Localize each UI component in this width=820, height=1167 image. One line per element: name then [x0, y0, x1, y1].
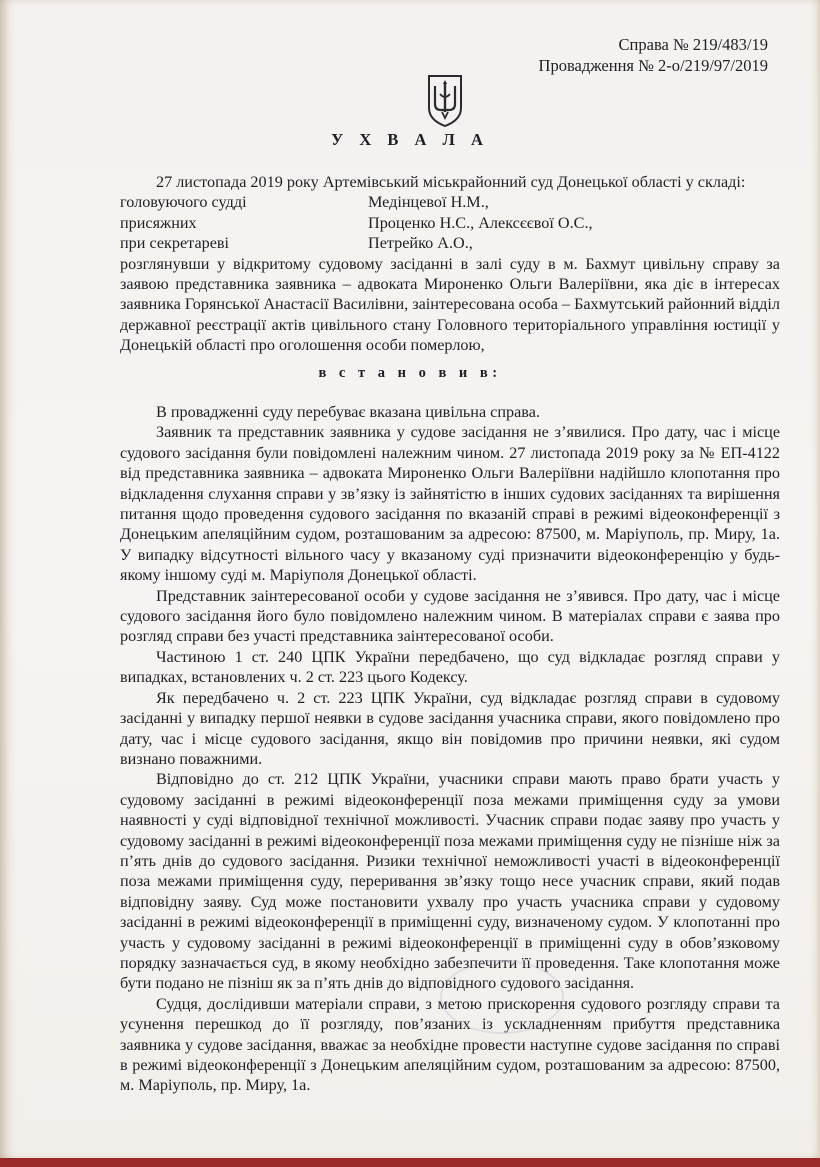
composition-role: присяжних — [120, 213, 197, 232]
composition-name: Медінцевої Н.М., — [368, 193, 489, 212]
intro-opening: 27 листопада 2019 року Артемівський міськрайонний суд Донецької області у складі: — [156, 173, 746, 191]
paragraph: Відповідно до ст. 212 ЦПК України, учасники справи мають право брати участь у судовому засіданні в режимі відеоконференції поза межами приміщення суду за умови наявності у суді відповідної технічної можливості. Учасник справи подає заяву про участь у судовому засіданні в режимі відеоконференції поза межами приміщення суду не пізніше ніж за п’ять днів до судового засідання. Ризики технічної неможливості участі в відеоконференції поза межами приміщення суду, переривання зв’язку тощо несе учасник справи, який подав відповідну заяву. Суд може постановити ухвалу про участь учасника справи у судовому засіданні в режимі відеоконференції в приміщенні суду, визначеному судом. У клопотанні про участь у судовому засіданні в режимі відеоконференції в приміщенні суду в обов’язковому порядку зазначається суд, в якому необхідно забезпечити її проведення. Таке клопотання може бути подано не пізніш як за п’ять днів до відповідного судового засідання. — [120, 770, 780, 993]
bottom-edge-strip — [0, 1158, 820, 1167]
composition-name: Проценко Н.С., Алексєєвої О.С., — [368, 213, 593, 232]
paragraph: Представник заінтересованої особи у судове засідання не з’явився. Про дату, час і місце судового засідання його було повідомлено належним чином. В матеріалах справи є заява про розгляд справи без участі представника заінтересованої особи. — [120, 586, 780, 646]
intro-section — [120, 172, 780, 356]
composition-role: при секретареві — [120, 234, 230, 253]
proceeding-number: Провадження № 2-о/219/97/2019 — [538, 56, 768, 75]
composition-role: головуючого судді — [120, 193, 247, 212]
case-number: Справа № 219/483/19 — [618, 35, 768, 54]
faint-stamp — [440, 960, 564, 1034]
composition-name: Петрейко А.О., — [368, 234, 473, 253]
composition-row — [120, 213, 780, 233]
paragraph: Частиною 1 ст. 240 ЦПК України передбачено, що суд відкладає розгляд справи у випадках, встановлених ч. 2 ст. 223 цього Кодексу. — [120, 647, 780, 687]
section-heading: в с т а н о в и в: — [318, 365, 502, 381]
paragraph: Судця, дослідивши матеріали справи, з метою прискорення судового розгляду справи та усунення перешкод до її розгляду, пов’язаних із ускладненням прибуття представника заявника у судове засідання, вважає за необхідне провести наступне судове засідання по справі в режимі відеоконференції з Донецьким апеляційним судом, розташованим за адресою: 87500, м. Маріуполь, пр. Миру, 1а. — [120, 994, 780, 1095]
paragraph: Як передбачено ч. 2 ст. 223 ЦПК України, суд відкладає розгляд справи в судовому засіданні у випадку першої неявки в судове засідання учасника справи, якого повідомлено про дату, час і місце судового засідання, якщо він повідомив про причини неявки, які судом визнано поважними. — [120, 688, 780, 768]
paragraph: В провадженні суду перебуває вказана цивільна справа. — [156, 403, 540, 421]
case-info — [539, 34, 768, 76]
trident-emblem-icon — [424, 72, 466, 128]
composition-row — [120, 233, 780, 253]
composition-row — [120, 192, 780, 212]
paragraph: Заявник та представник заявника у судове засідання не з’явилися. Про дату, час і місце судового засідання були повідомлені належним чином. 27 листопада 2019 року за № ЕП-4122 від представника заявника – адвоката Мироненко Ольги Валеріївни надійшло клопотання про відкладення слухання справи у зв’язку із зайнятістю в інших судових засіданнях та вирішення питання щодо проведення судового засідання по вказаній справі в режимі відеоконференції з Донецьким апеляційним судом, розташованим за адресою: 87500, м. Маріуполь, пр. Миру, 1а. У випадку відсутності вільного часу у вказаному суді призначити відеоконференцію у будь-якому іншому суді м. Маріуполя Донецької області. — [120, 423, 780, 585]
intro-considering: розглянувши у відкритому судовому засіданні в залі суду в м. Бахмут цивільну справу за заявою представника заявника – адвоката Мироненко Ольги Валеріївни, яка діє в інтересах заявника Горянської Анастасії Василівни, заінтересована особа – Бахмутський районний відділ державної реєстрації актів цивільного стану Головного територіального управління юстиції у Донецькій області про оголошення особи померлою, — [120, 254, 780, 355]
document-title: У Х В А Л А — [331, 130, 489, 149]
